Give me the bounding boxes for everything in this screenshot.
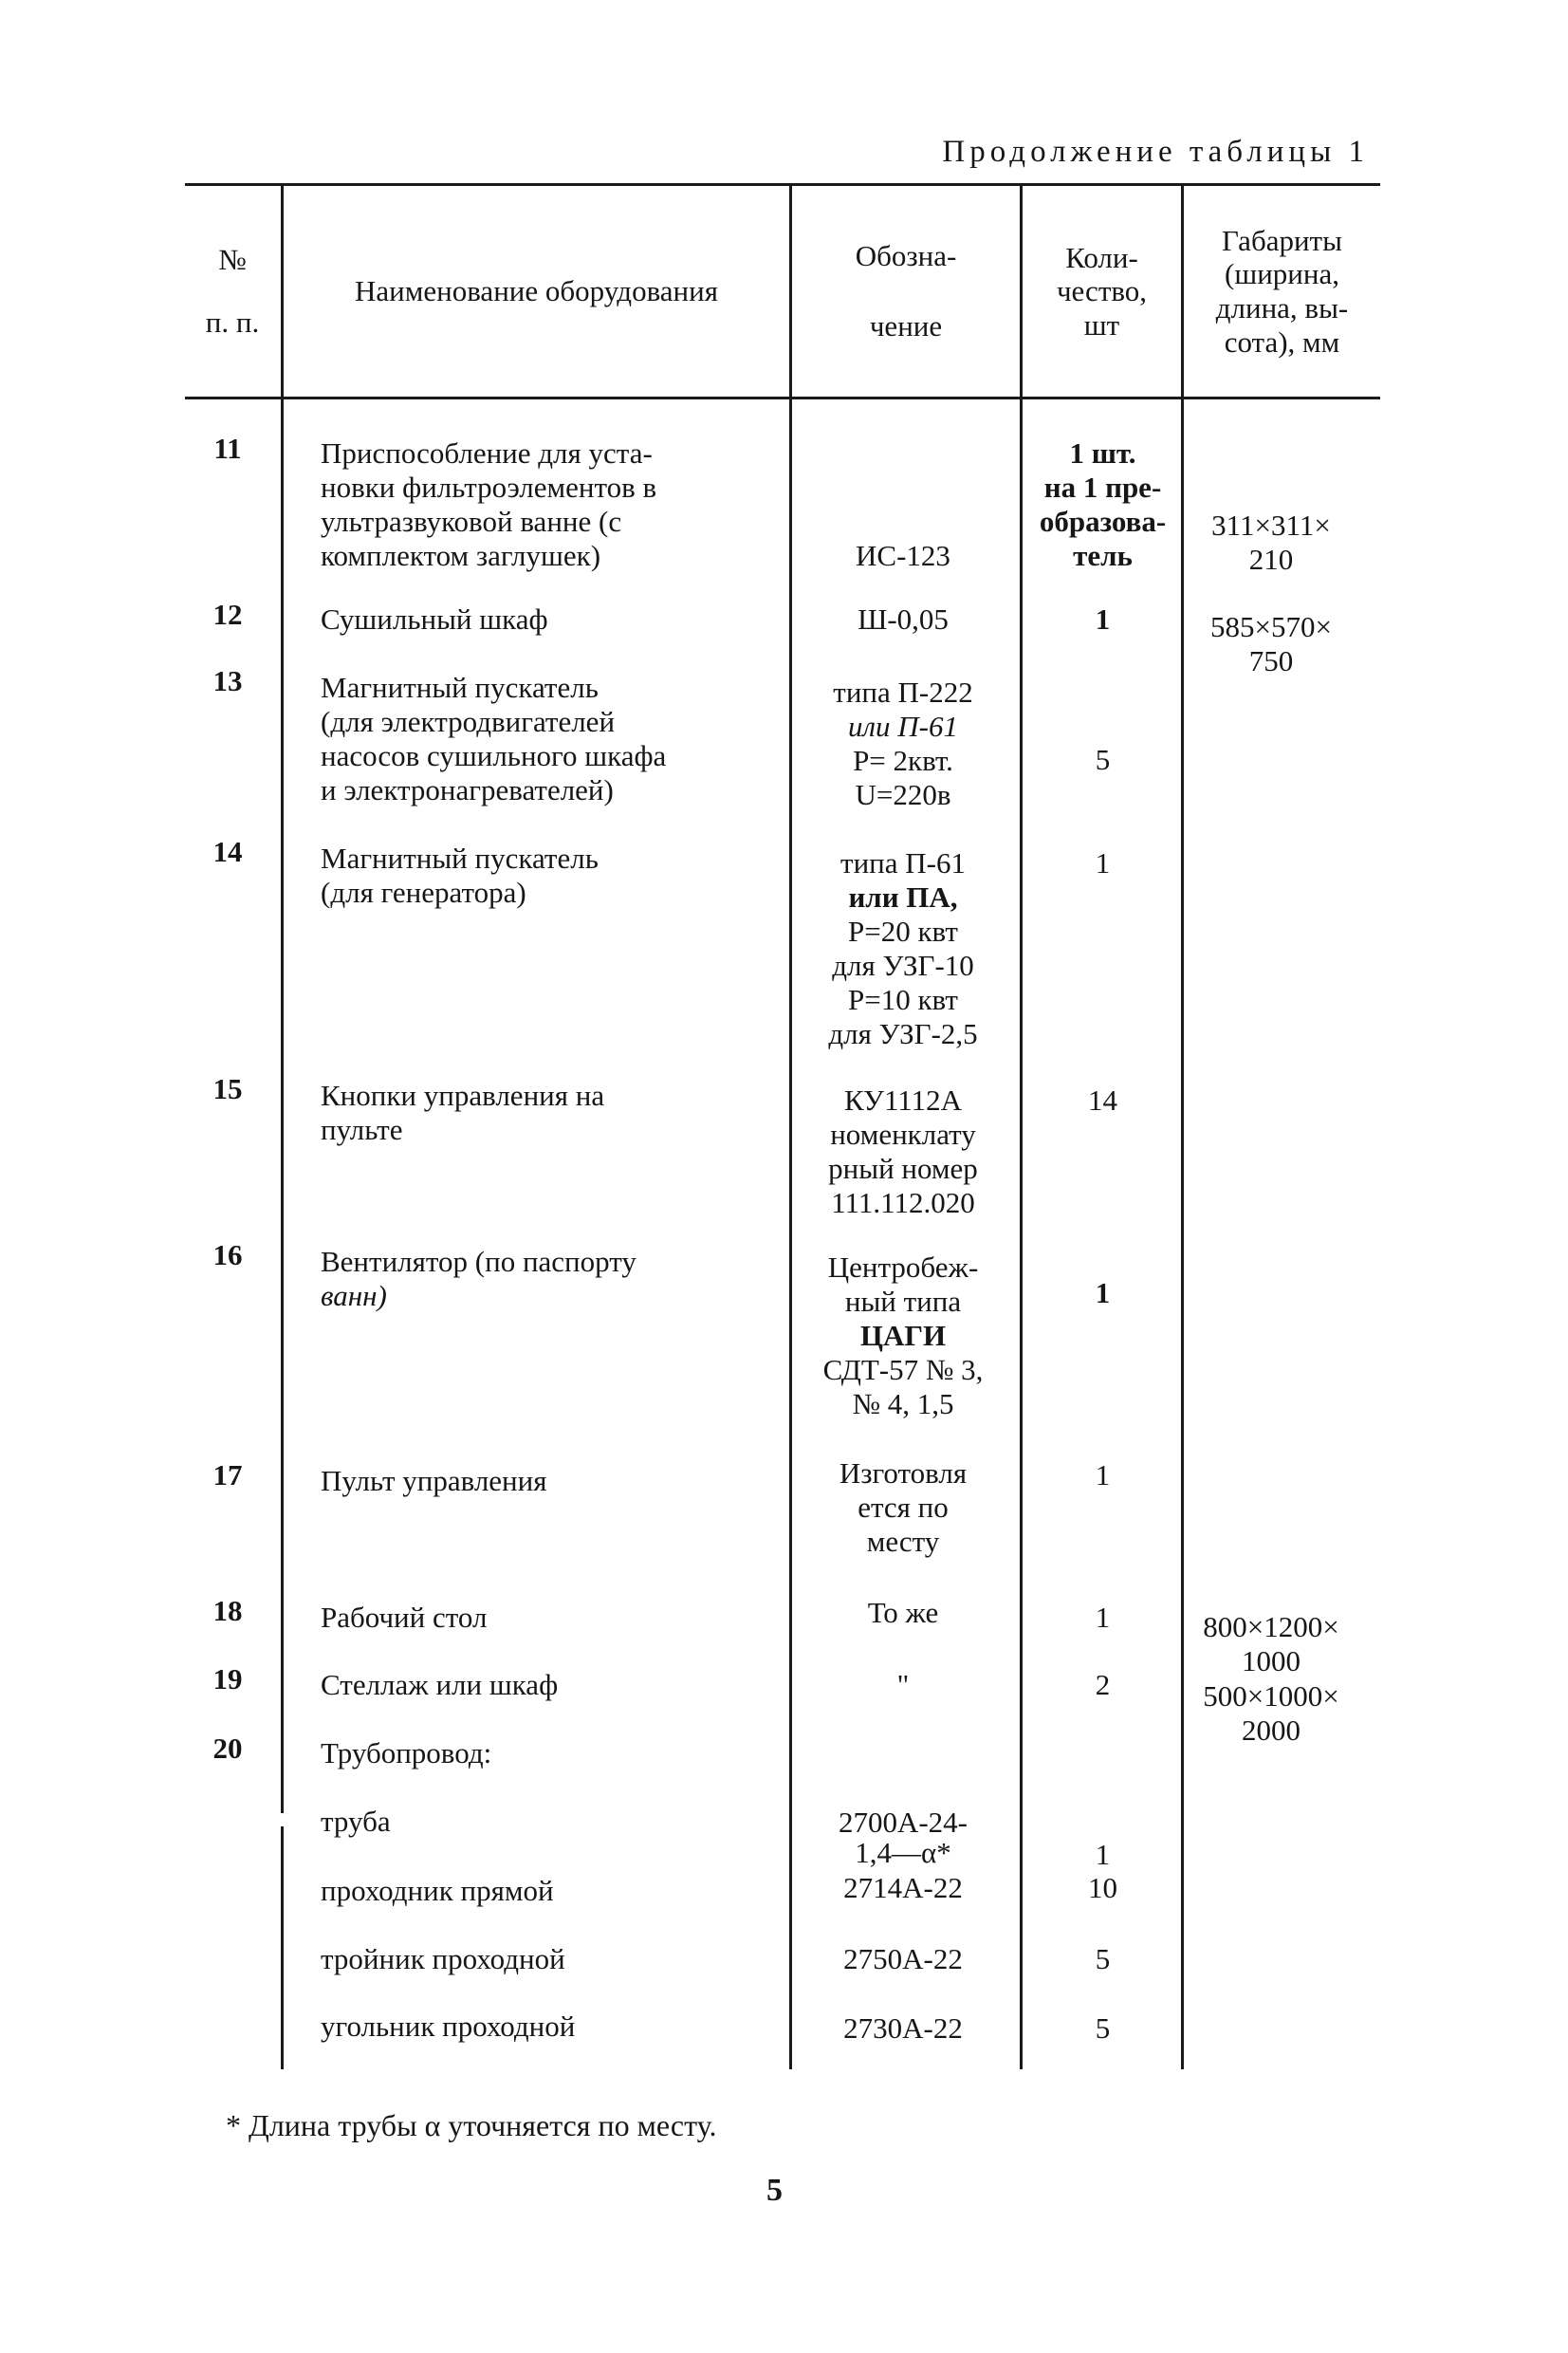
row-19-dimensions: 500×1000× 2000 bbox=[1203, 1679, 1339, 1747]
row-18-num: 18 bbox=[212, 1594, 243, 1627]
column-divider-designation bbox=[1020, 186, 1023, 2069]
row-16-name: Вентилятор (по паспорту ванн) bbox=[321, 1245, 636, 1312]
subitem-tee-designation: 2750А-22 bbox=[843, 1942, 963, 1975]
column-divider-quantity bbox=[1181, 186, 1184, 2069]
subitem-tee-name: тройник проходной bbox=[321, 1942, 565, 1975]
header-num: № п. п. bbox=[205, 243, 260, 339]
row-18-designation: То же bbox=[867, 1596, 939, 1629]
row-13-designation: типа П-222 или П-61 P= 2квт. U=220в bbox=[833, 676, 973, 811]
header-name: Наименование оборудования bbox=[355, 274, 718, 308]
row-15-quantity: 14 bbox=[1088, 1084, 1117, 1117]
row-13-quantity: 5 bbox=[1095, 743, 1111, 776]
row-11-dimensions: 311×311× 210 bbox=[1211, 509, 1331, 576]
row-11-name: Приспособление для уста- новки фильтроэлементов в ультразвуковой ванне (с комплектом заглушек) bbox=[321, 436, 657, 572]
footnote: * Длина трубы α уточняется по месту. bbox=[226, 2108, 717, 2142]
header-dimensions: Габариты (ширина, длина, вы- сота), мм bbox=[1215, 223, 1349, 359]
row-16-quantity: 1 bbox=[1095, 1276, 1111, 1309]
column-divider-num bbox=[281, 186, 284, 1813]
row-16-designation: Центробеж- ный типа ЦАГИ СДТ-57 № 3, № 4, 1,5 bbox=[822, 1251, 984, 1420]
row-19-quantity: 2 bbox=[1095, 1668, 1111, 1701]
row-18-quantity: 1 bbox=[1095, 1601, 1111, 1634]
subitem-elbow-designation: 2730А-22 bbox=[843, 2011, 963, 2045]
row-18-name: Рабочий стол bbox=[321, 1601, 488, 1634]
row-15-num: 15 bbox=[212, 1072, 243, 1105]
header-designation: Обозна- чение bbox=[855, 239, 957, 343]
subitem-elbow-name: угольник проходной bbox=[321, 2010, 576, 2043]
row-19-num: 19 bbox=[212, 1662, 243, 1695]
subitem-pipe-quantity: 1 bbox=[1095, 1838, 1111, 1871]
row-13-num: 13 bbox=[212, 664, 243, 697]
row-11-designation: ИС-123 bbox=[856, 539, 950, 572]
header-bottom-rule bbox=[185, 397, 1380, 399]
row-12-dimensions: 585×570× 750 bbox=[1210, 610, 1332, 677]
row-14-quantity: 1 bbox=[1095, 846, 1111, 880]
row-12-quantity: 1 bbox=[1095, 602, 1111, 636]
row-20-name: Трубопровод: bbox=[321, 1736, 492, 1769]
row-17-name: Пульт управления bbox=[321, 1464, 547, 1497]
row-20-num: 20 bbox=[212, 1732, 243, 1765]
row-18-dimensions: 800×1200× 1000 bbox=[1203, 1610, 1339, 1677]
row-11-quantity: 1 шт. на 1 пре- образова- тель bbox=[1039, 436, 1167, 572]
column-divider-name bbox=[789, 186, 792, 2069]
row-17-designation: Изготовля ется по месту bbox=[839, 1456, 968, 1558]
row-17-quantity: 1 bbox=[1095, 1458, 1111, 1491]
header-quantity: Коли- чество, шт bbox=[1056, 240, 1148, 342]
row-14-name: Магнитный пускатель (для генератора) bbox=[321, 842, 599, 909]
subitem-pipe-designation: 2700А-24- 1,4—α* bbox=[838, 1806, 968, 1869]
subitem-straight-fitting-name: проходник прямой bbox=[321, 1874, 554, 1907]
subitem-straight-fitting-quantity: 10 bbox=[1088, 1871, 1117, 1904]
row-19-name: Стеллаж или шкаф bbox=[321, 1668, 559, 1701]
row-14-designation: типа П-61 или ПА, P=20 квт для УЗГ-10 P=10 квт для УЗГ-2,5 bbox=[828, 846, 978, 1050]
table-continuation-title: Продолжение таблицы 1 bbox=[942, 135, 1369, 169]
subitem-pipe-name: труба bbox=[321, 1805, 391, 1838]
row-16-num: 16 bbox=[212, 1238, 243, 1271]
row-12-num: 12 bbox=[212, 598, 243, 631]
row-12-designation: Ш-0,05 bbox=[858, 602, 949, 636]
subitem-elbow-quantity: 5 bbox=[1095, 2011, 1111, 2045]
row-15-designation: КУ1112А номенклату рный номер 111.112.020 bbox=[828, 1084, 978, 1219]
row-13-name: Магнитный пускатель (для электродвигателей насосов сушильного шкафа и электронагревателей) bbox=[321, 671, 667, 806]
row-14-num: 14 bbox=[212, 835, 243, 868]
page-number: 5 bbox=[766, 2173, 783, 2208]
subitem-tee-quantity: 5 bbox=[1095, 1942, 1111, 1975]
row-11-num: 11 bbox=[213, 432, 242, 465]
row-19-designation: " bbox=[896, 1668, 910, 1701]
row-12-name: Сушильный шкаф bbox=[321, 602, 548, 636]
row-17-num: 17 bbox=[212, 1458, 243, 1491]
row-15-name: Кнопки управления на пульте bbox=[321, 1079, 605, 1146]
subitem-bracket bbox=[281, 1826, 284, 2069]
subitem-straight-fitting-designation: 2714А-22 bbox=[843, 1871, 963, 1904]
